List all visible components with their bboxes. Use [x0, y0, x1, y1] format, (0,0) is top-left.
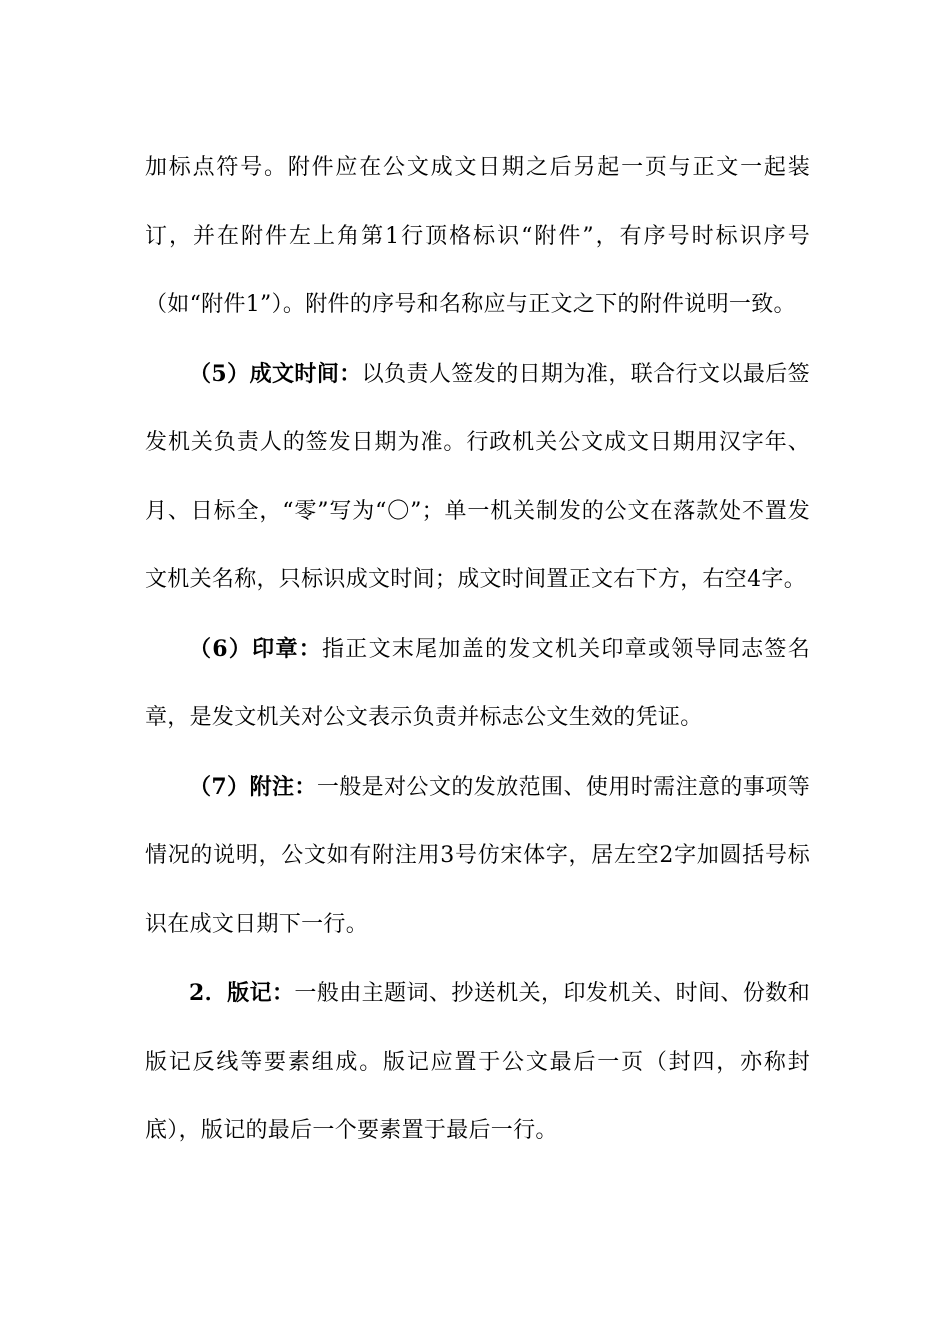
paragraph-heading: 2．版记： — [189, 980, 295, 1006]
paragraph-heading: （5）成文时间： — [189, 360, 362, 387]
paragraph-annotation — [145, 753, 810, 960]
document-body — [145, 134, 810, 1166]
paragraph-heading: （6）印章： — [189, 635, 323, 662]
paragraph-text: 以负责人签发的日期为准，联合行文以最后签发机关负责人的签发日期为准。行政机关公文成文日期用汉字年、月、日标全，“零”写为“〇”；单一机关制发的公文在落款处不置发文机关名称，只标识成文时间；成文时间置正文右下方，右空4字。 — [145, 361, 810, 592]
paragraph-colophon — [145, 959, 810, 1166]
paragraph-seal — [145, 615, 810, 753]
paragraph-text: 指正文末尾加盖的发文机关印章或领导同志签名章，是发文机关对公文表示负责并标志公文生效的凭证。 — [145, 636, 810, 730]
paragraph-continuation — [145, 134, 810, 340]
paragraph-heading: （7）附注： — [189, 773, 317, 800]
paragraph-text: 一般由主题词、抄送机关，印发机关、时间、份数和版记反线等要素组成。版记应置于公文最后一页（封四，亦称封底），版记的最后一个要素置于最后一行。 — [145, 981, 810, 1143]
paragraph-date-of-issue — [145, 340, 810, 615]
paragraph-text: 一般是对公文的发放范围、使用时需注意的事项等情况的说明，公文如有附注用3号仿宋体字，居左空2字加圆括号标识在成文日期下一行。 — [145, 774, 810, 937]
paragraph-text: 加标点符号。附件应在公文成文日期之后另起一页与正文一起装订，并在附件左上角第1行顶格标识“附件”，有序号时标识序号（如“附件1”）。附件的序号和名称应与正文之下的附件说明一致。 — [145, 155, 810, 317]
